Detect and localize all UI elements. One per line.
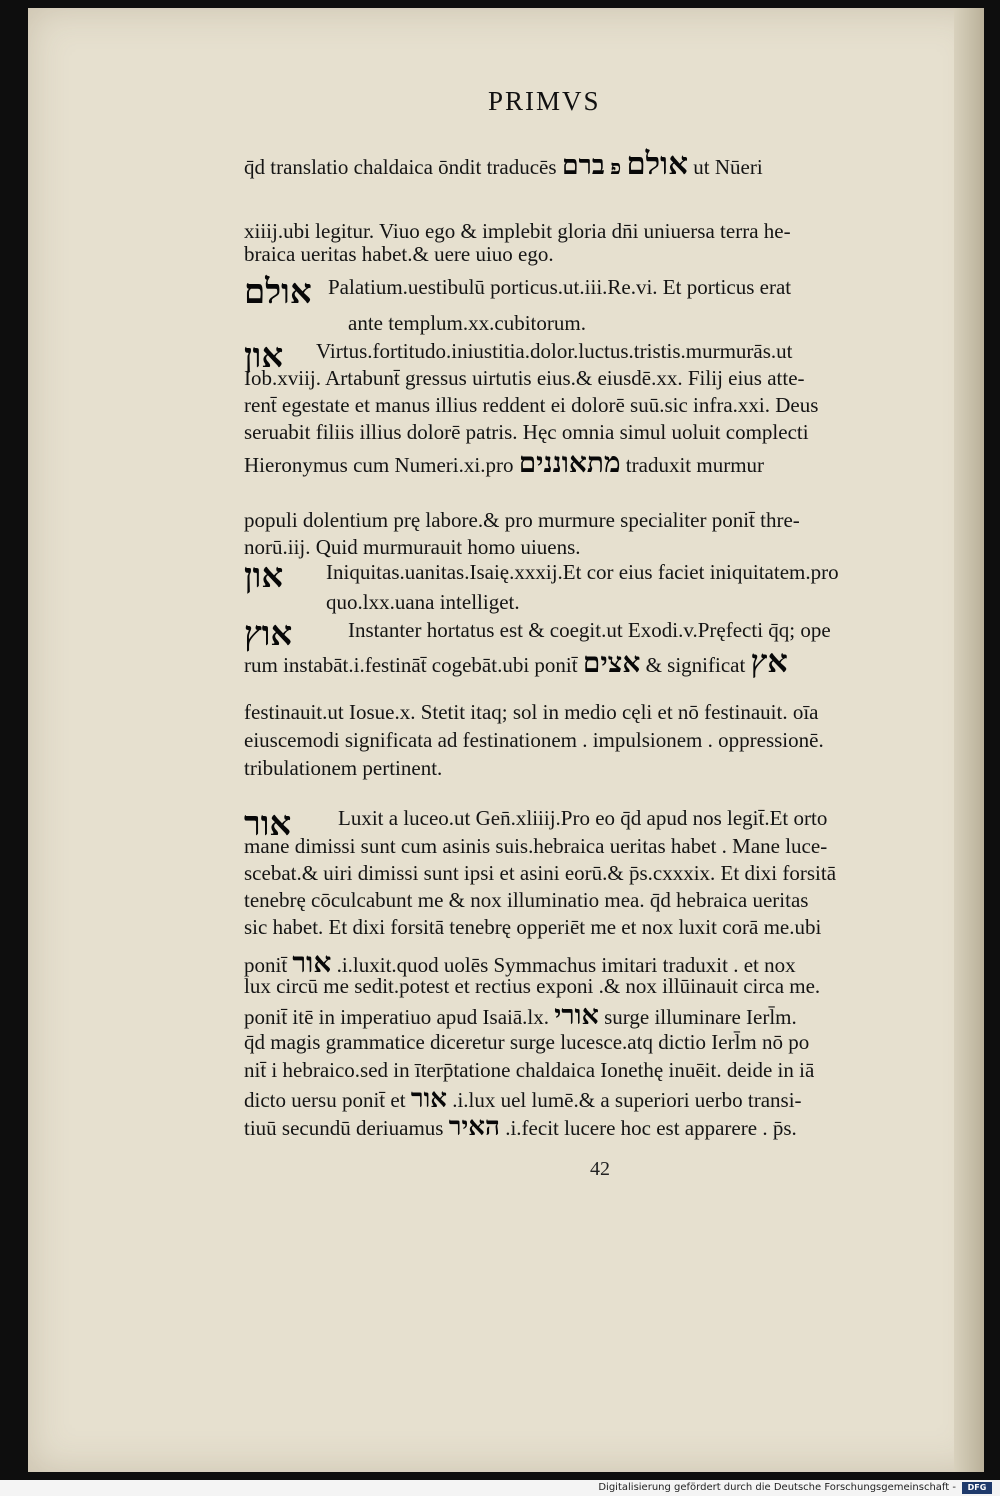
text-line-15: Instanter hortatus est & coegit.ut Exodi.v.Pręfecti q̄q; ope — [348, 618, 831, 642]
line-text: .i.fecit lucere hoc est apparere . p̄s. — [505, 1116, 797, 1140]
page-edge-shadow — [954, 8, 984, 1472]
line-text: traduxit murmur — [625, 453, 765, 477]
entry-headword-2: און — [244, 336, 284, 376]
line-text: .i.luxit.quod uolēs Symmachus imitari traduxit . et nox — [336, 953, 796, 977]
text-line-10 — [244, 446, 764, 480]
text-line-29: nit̄ i hebraico.sed in īterp̄tatione chaldaica Ionethę inuēit. deide in iā — [244, 1058, 815, 1082]
line-text: surge illuminare Ierl̄m. — [604, 1005, 797, 1029]
text-line-17: festinauit.ut Iosue.x. Stetit itaq; sol in medio cęli et nō festinauit. oīa — [244, 700, 819, 724]
line-text: & significat — [645, 653, 746, 677]
text-line-7: Iob.xviij. Artabunt̄ gressus uirtutis eius.& eiusdē.xx. Filij eius atte- — [244, 366, 805, 390]
running-head: PRIMVS — [488, 86, 601, 116]
digitization-footer — [0, 1480, 1000, 1496]
text-line-1 — [244, 146, 763, 182]
hebrew-word: אץ — [750, 642, 788, 680]
hebrew-word: אצים — [582, 646, 641, 679]
text-line-22: scebat.& uiri dimissi sunt ipsi et asini eorū.& p̄s.cxxxix. Et dixi forsitā — [244, 861, 837, 885]
hebrew-word: אור — [292, 946, 332, 979]
line-text: .i.lux uel lumē.& a superiori uerbo transi- — [452, 1088, 802, 1112]
text-line-5: ante templum.xx.cubitorum. — [348, 311, 586, 335]
text-line-2: xiiij.ubi legitur. Viuo ego & implebit gloria dn̄i uniuersa terra he- — [244, 219, 791, 243]
hebrew-word: האיר — [448, 1112, 500, 1142]
text-line-14: quo.lxx.uana intelliget. — [326, 590, 520, 614]
entry-headword-5: אור — [244, 804, 292, 844]
text-line-11: populi dolentium prę labore.& pro murmure specialiter ponit̄ thre- — [244, 508, 800, 532]
text-line-19: tribulationem pertinent. — [244, 756, 443, 780]
text-line-4: Palatium.uestibulū porticus.ut.iii.Re.vi. Et porticus erat — [328, 275, 792, 299]
text-line-16 — [244, 642, 788, 680]
text-line-6: Virtus.fortitudo.iniustitia.dolor.luctus.tristis.murmurās.ut — [316, 339, 793, 363]
text-line-9: seruabit filiis illius dolorē patris. Hęc omnia simul uoluit complecti — [244, 420, 809, 444]
entry-headword-3: און — [244, 556, 284, 596]
entry-headword-1: אולם — [244, 272, 312, 312]
text-line-3: braica ueritas habet.& uere uiuo ego. — [244, 242, 554, 266]
hebrew-word: ברם — [561, 150, 605, 181]
text-line-13: Iniquitas.uanitas.Isaię.xxxij.Et cor eius faciet iniquitatem.pro — [326, 560, 839, 584]
text-line-30 — [244, 1084, 802, 1114]
funding-credit: Digitalisierung gefördert durch die Deutsche Forschungsgemeinschaft - — [598, 1482, 956, 1493]
line-text: dicto uersu ponit̄ et — [244, 1088, 406, 1112]
text-line-28: q̄d magis grammatice diceretur surge lucesce.atq dictio Ierl̄m nō po — [244, 1030, 810, 1054]
text-line-26: lux circū me sedit.potest et rectius exponi .& nox illūinauit circa me. — [244, 974, 821, 998]
text-line-24: sic habet. Et dixi forsitā tenebrę opperiēt me et nox luxit corā me.ubi — [244, 915, 822, 939]
hebrew-word: פ — [610, 155, 622, 179]
hebrew-word: אורי — [554, 1000, 599, 1031]
dfg-logo: DFG — [962, 1482, 992, 1494]
text-line-12: norū.iij. Quid murmurauit homo uiuens. — [244, 535, 581, 559]
text-line-31 — [244, 1112, 797, 1142]
text-line-27 — [244, 1000, 797, 1031]
text-line-21: mane dimissi sunt cum asinis suis.hebraica ueritas habet . Mane luce- — [244, 834, 828, 858]
text-line-8: rent̄ egestate et manus illius reddent ei dolorē suū.sic infra.xxi. Deus — [244, 393, 819, 417]
hebrew-word: אור — [410, 1084, 447, 1114]
line-text: tiuū secundū deriuamus — [244, 1116, 444, 1140]
line-text: Hieronymus cum Numeri.xi.pro — [244, 453, 514, 477]
hebrew-word: מתאוננים — [518, 446, 621, 479]
page-number: 42 — [590, 1158, 610, 1180]
line-text: ponit̄ — [244, 953, 288, 977]
line-text: ponit̄ itē in imperatiuo apud Isaiā.lx. — [244, 1005, 550, 1029]
hebrew-word: אולם — [626, 146, 689, 182]
text-line-20: Luxit a luceo.ut Gen̄.xliiij.Pro eo q̄d apud nos legit̄.Et orto — [338, 806, 828, 830]
entry-headword-4: אוץ — [244, 614, 293, 654]
line-text: rum instabāt.i.festināt̄ cogebāt.ubi ponit̄ — [244, 653, 578, 677]
line-text: ut Nūeri — [693, 155, 763, 179]
text-line-18: eiuscemodi significata ad festinationem . impulsionem . oppressionē. — [244, 728, 824, 752]
line-text: q̄d translatio chaldaica ōndit traducēs — [244, 155, 557, 179]
text-line-23: tenebrę cōculcabunt me & nox illuminatio mea. q̄d hebraica ueritas — [244, 888, 809, 912]
